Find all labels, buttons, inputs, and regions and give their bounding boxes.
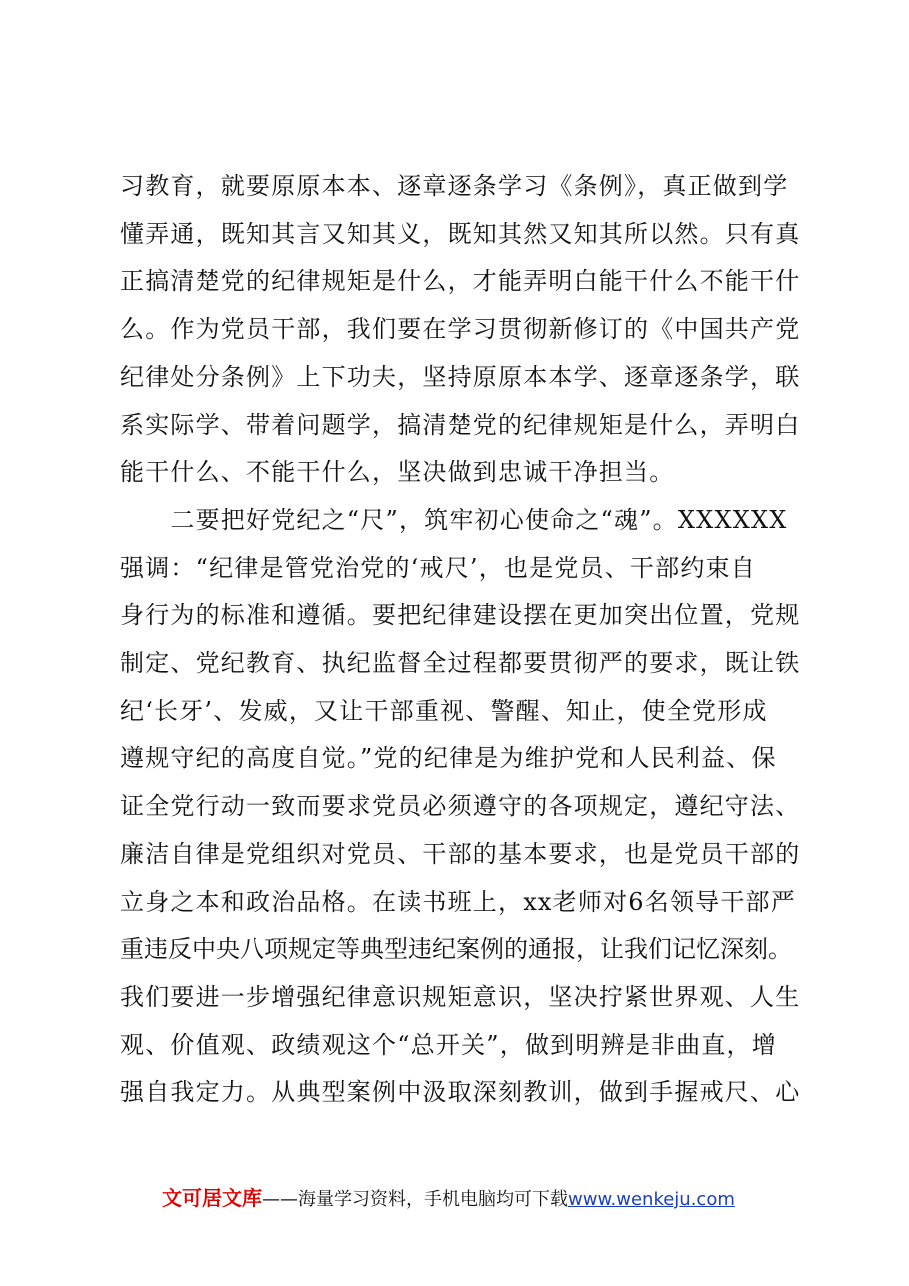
footer-slogan: ——海量学习资料，手机电脑均可下载 — [262, 1189, 568, 1210]
footer-brand: 文可居文库 — [162, 1186, 262, 1210]
text-line: 立身之本和政治品格。在读书班上，xx老师对6名领导干部严 — [120, 887, 796, 916]
text-line: 纪律处分条例》上下功夫，坚持原原本本学、逐章逐条学，联 — [120, 362, 801, 391]
text-line: 身行为的标准和遵循。要把纪律建设摆在更加突出位置，党规 — [120, 601, 801, 630]
text-line: 廉洁自律是党组织对党员、干部的基本要求，也是党员干部的 — [120, 839, 801, 868]
text-line: 懂弄通，既知其言又知其义，既知其然又知其所以然。只有真 — [120, 219, 801, 248]
text-line: 习教育，就要原原本本、逐章逐条学习《条例》，真正做到学 — [120, 172, 789, 200]
text-line: 制定、党纪教育、执纪监督全过程都要贯彻严的要求，既让铁 — [120, 649, 801, 677]
text-line: 正搞清楚党的纪律规矩是什么，才能弄明白能干什么不能干什 — [120, 267, 801, 296]
text-line: 系实际学、带着问题学，搞清楚党的纪律规矩是什么，弄明白 — [120, 410, 801, 439]
text-line: 观、价值观、政绩观这个“总开关”，做到明辨是非曲直，增 — [120, 1030, 777, 1059]
footer-banner — [162, 1183, 735, 1213]
text-line: 重违反中央八项规定等典型违纪案例的通报，让我们记忆深刻。 — [120, 935, 792, 964]
text-line: 二要把好党纪之“尺”，筑牢初心使命之“魂”。XXXXXX — [120, 505, 788, 534]
text-line: 么。作为党员干部，我们要在学习贯彻新修订的《中国共产党 — [120, 315, 801, 344]
text-line: 纪‘长牙’、发威，又让干部重视、警醒、知止，使全党形成 — [120, 696, 768, 725]
text-line: 强自我定力。从典型案例中汲取深刻教训，做到手握戒尺、心 — [120, 1078, 801, 1107]
text-line: 遵规守纪的高度自觉。”党的纪律是为维护党和人民利益、保 — [120, 744, 777, 773]
text-line: 强调：“纪律是管党治党的‘戒尺’，也是党员、干部约束自 — [120, 553, 756, 582]
text-line: 能干什么、不能干什么，坚决做到忠诚干净担当。 — [120, 458, 675, 487]
text-line: 证全党行动一致而要求党员必须遵守的各项规定，遵纪守法、 — [120, 792, 801, 821]
footer-url-link[interactable]: www.wenkeju.com — [568, 1189, 735, 1210]
text-line: 我们要进一步增强纪律意识规矩意识，坚决拧紧世界观、人生 — [120, 982, 801, 1011]
